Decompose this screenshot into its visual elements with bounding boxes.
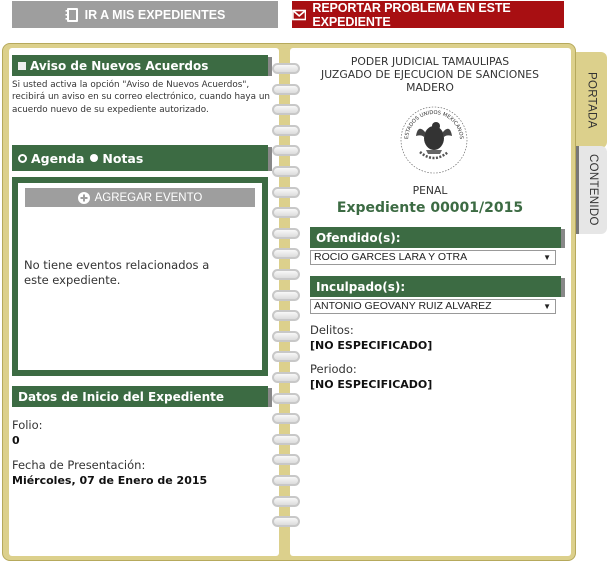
ofendido-title: Ofendido(s): — [316, 230, 401, 245]
binder-ring — [272, 104, 300, 115]
binder-ring — [272, 496, 300, 507]
periodo-label: Periodo: — [310, 362, 357, 376]
agenda-panel — [12, 177, 268, 376]
folio-label: Folio: — [12, 418, 43, 432]
envelope-icon — [292, 9, 306, 21]
binder-ring — [272, 475, 300, 486]
notas-option-label[interactable]: Notas — [102, 150, 144, 166]
fecha-presentacion-value: Miércoles, 07 de Enero de 2015 — [12, 474, 208, 487]
institution-line-2: JUZGADO DE EJECUCION DE SANCIONES — [321, 68, 539, 81]
notebook-icon — [65, 7, 79, 23]
fecha-presentacion-label: Fecha de Presentación: — [12, 458, 146, 472]
agregar-evento-button[interactable] — [25, 188, 255, 207]
inculpado-title: Inculpado(s): — [316, 279, 406, 294]
binder-ring — [272, 351, 300, 362]
aviso-title: Aviso de Nuevos Acuerdos — [30, 58, 209, 73]
checkbox-icon[interactable] — [18, 62, 26, 70]
aviso-header[interactable] — [12, 55, 268, 76]
seal-text: ESTADOS UNIDOS MEXICANOS — [403, 109, 465, 140]
materia-label: PENAL — [412, 184, 448, 197]
agregar-evento-label: AGREGAR EVENTO — [94, 191, 203, 204]
binder-ring — [272, 228, 300, 239]
binder-ring — [272, 145, 300, 156]
binder-ring — [272, 310, 300, 321]
expediente-number: Expediente 00001/2015 — [336, 200, 524, 216]
folio-value: 0 — [12, 434, 20, 447]
tab-contenido[interactable] — [576, 146, 607, 234]
inculpado-header — [310, 276, 561, 297]
dropdown-arrow-icon: ▼ — [543, 302, 551, 311]
institution-line-3: MADERO — [406, 81, 454, 94]
binder-ring — [272, 393, 300, 404]
binder-ring — [272, 290, 300, 301]
datos-inicio-title: Datos de Inicio del Expediente — [18, 389, 224, 404]
tab-portada-label: PORTADA — [585, 71, 598, 129]
binder-ring — [272, 84, 300, 95]
binder-ring — [272, 413, 300, 424]
agenda-header — [12, 145, 268, 171]
delitos-label: Delitos: — [310, 323, 354, 337]
binder-ring — [272, 207, 300, 218]
agenda-radio-icon[interactable] — [18, 154, 27, 163]
ir-a-mis-expedientes-button[interactable] — [12, 1, 278, 28]
binder-ring — [272, 434, 300, 445]
empty-events-message: No tiene eventos relacionados a este expediente. — [24, 258, 210, 287]
binder-ring — [272, 372, 300, 383]
notas-radio-icon[interactable] — [90, 154, 98, 162]
ir-a-mis-expedientes-label: IR A MIS EXPEDIENTES — [84, 7, 226, 22]
institution-line-1: PODER JUDICIAL TAMAULIPAS — [350, 55, 510, 68]
delitos-value: [NO ESPECIFICADO] — [310, 339, 433, 352]
binder-ring — [272, 516, 300, 527]
ofendido-selected-value: ROCIO GARCES LARA Y OTRA — [314, 251, 468, 263]
binder-ring — [272, 166, 300, 177]
binder-ring — [272, 454, 300, 465]
binder-ring — [272, 125, 300, 136]
reportar-problema-button[interactable] — [292, 1, 564, 28]
dropdown-arrow-icon: ▼ — [543, 253, 551, 262]
mexican-seal-icon — [398, 102, 470, 174]
binder-ring — [272, 248, 300, 259]
tab-contenido-label: CONTENIDO — [587, 154, 599, 226]
institution-block — [300, 55, 560, 94]
aviso-description: Si usted activa la opción "Aviso de Nuevos Acuerdos", recibirá un aviso en su correo electrónico, cuando haya un acuerdo nuevo de su expediente autorizado. — [12, 80, 270, 115]
ofendido-header — [310, 227, 561, 248]
tab-portada[interactable] — [576, 52, 607, 148]
binder-ring — [272, 187, 300, 198]
reportar-problema-label: REPORTAR PROBLEMA EN ESTE EXPEDIENTE — [312, 0, 511, 29]
binder-ring — [272, 331, 300, 342]
datos-inicio-header — [12, 386, 268, 407]
binder-ring — [272, 269, 300, 280]
agenda-option-label[interactable]: Agenda — [31, 150, 85, 166]
binder-ring — [272, 63, 300, 74]
plus-circle-icon — [78, 192, 90, 204]
inculpado-select[interactable] — [310, 299, 556, 314]
periodo-value: [NO ESPECIFICADO] — [310, 378, 433, 391]
ofendido-select[interactable] — [310, 250, 556, 265]
inculpado-selected-value: ANTONIO GEOVANY RUIZ ALVAREZ — [314, 300, 492, 312]
